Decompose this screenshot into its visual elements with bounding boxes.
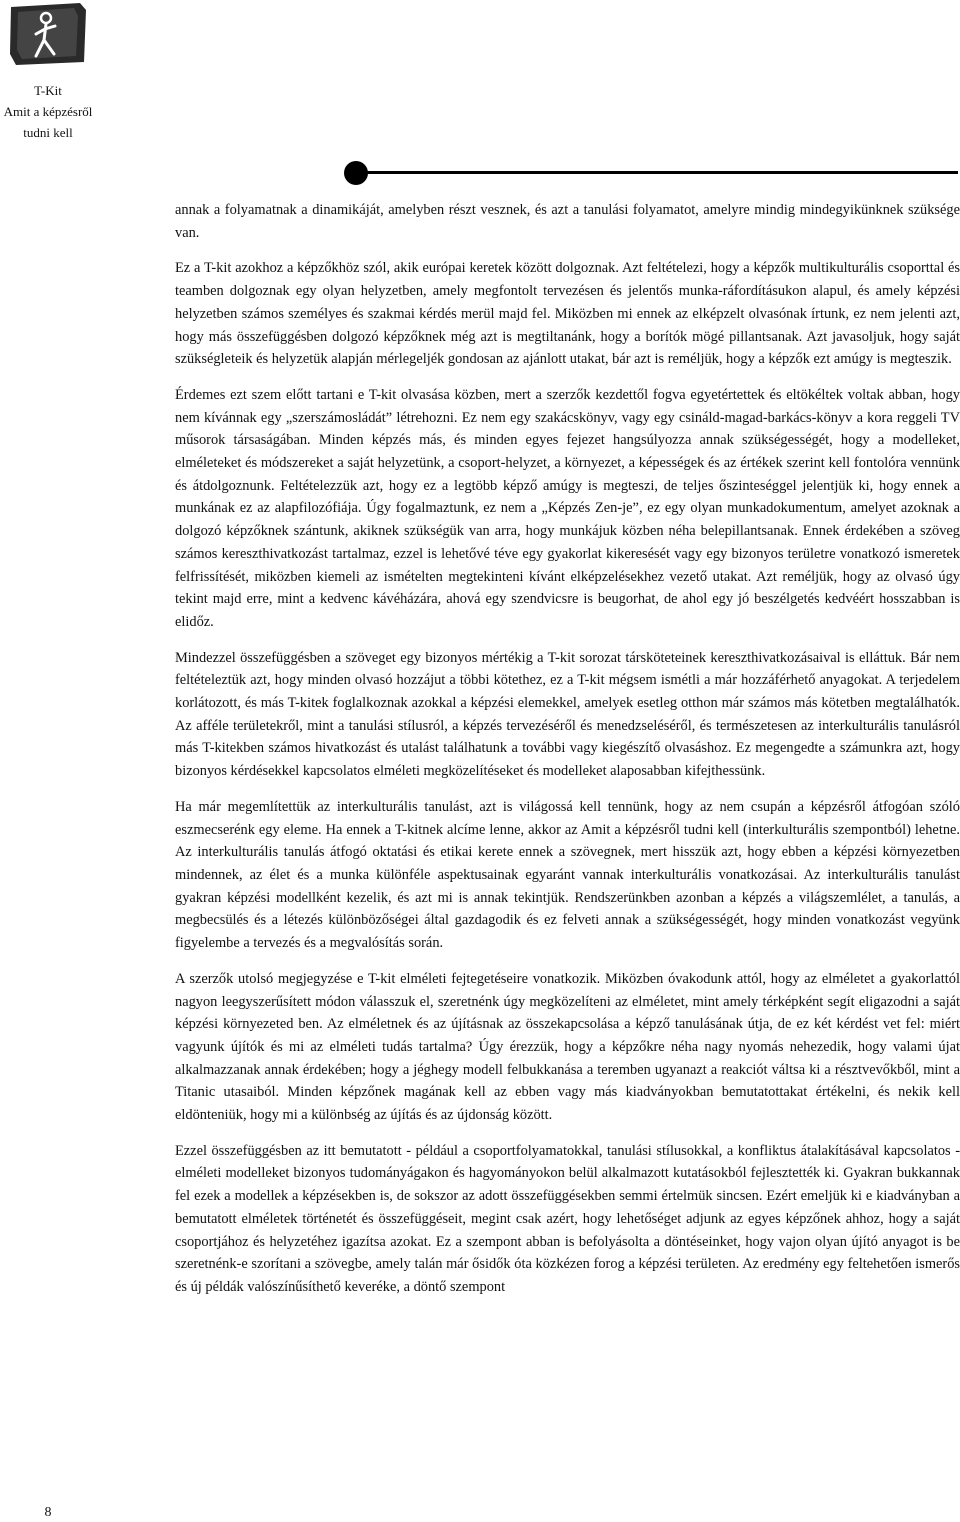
paragraph: Mindezzel összefüggésben a szöveget egy bizonyos mértékig a T-kit sorozat társköteteinek kereszthivatkozásaival is elláttuk. Bár nem feltételeztük azt, hogy minden olvasó hozzájut a többi kötethez, ez a T-kit mégsem ismétli a már hozzáférhető anyagokat. A terjedelem korlátozott, és más T-kitek foglalkoznak azokkal a képzési elemekkel, amelyek esetleg otthon már számos más kötetben megtalálhatók. Az afféle területekről, mint a tanulási stílusról, a képzés tervezéséről és menedzseléséről, és természetesen az interkulturális tanulásról más T-kitekben számos hivatkozást és utalást találhatunk a további vagy kiegészítő olvasáshoz. Ez megengedte a számunkra azt, hogy bizonyos kérdésekkel kapcsolatos elméleti megközelítéseket és modelleket alaposabban kifejthessünk. — [175, 649, 960, 780]
paragraph: Érdemes ezt szem előtt tartani e T-kit olvasása közben, mert a szerzők kezdettől fogva egyetértettek és eltökéltek voltak abban, hogy nem kívánnak egy „szerszámosládát” létrehozni. Ez nem egy szakácskönyv, vagy egy csináld-magad-barkács-könyv a kora reggeli TV műsorok társaságában. Minden képzés más, és minden egyes fejezet hangsúlyozza annak szükségességét, hogy a modelleket, elméleteket és módszereket a saját helyzetünk, a csoport-helyzet, a környezet, a képességek és az értékek szerint kell fontolóra vennünk és átdolgoznunk. Feltételezzük azt, hogy ez a legtöbb képző amúgy is megteszi, de teljes őszinteséggel jelentjük ki, hogy ennek a munkának ez az alapfilozófiája. Úgy fogalmaztunk, ez nem a „Képzés Zen-je”, ez egy olyan munkadokumentum, amelyet azoknak a dolgozó képzőknek szántunk, akiknek szükségük van arra, hogy munkájuk közben néha belepillantsanak. Ennek érdekében a szöveg számos kereszthivatkozást tartalmaz, ezzel is lehetővé téve egy gyakorlat kikeresését vagy egy bizonyos területre vonatkozó ismeretek felfrissítését, miközben kiemeli az ismételten megtekinteni kívánt elképzelésekhez vezető utakat. Azt reméljük, hogy az olvasó úgy tekint majd erre, mint a kedvenc kávéházára, ahová egy szendvicsre is beugorhat, de ahol egy jó beszélgetés kedvéért hosszabban is elidőz. — [175, 386, 960, 630]
side-title-line: tudni kell — [23, 125, 73, 140]
paragraph: annak a folyamatnak a dinamikáját, amelyben részt vesznek, és azt a tanulási folyamatot, amelyre mindig mindegyikünknek szüksége van. — [175, 202, 960, 241]
paragraph: Ezzel összefüggésben az itt bemutatott - például a csoportfolyamatokkal, tanulási stílusokkal, a konfliktus átalakításával kapcsolatos - elméleti modelleket bizonyos tudományágakon és hagyományokon belül alkalmazott kutatásokból fejlesztették ki. Gyakran bukkannak fel ezek a modellek a képzésekben is, de sokszor az adott összefüggésekben semmi értelmük sincsen. Ezért emeljük ki e kiadványban a bemutatott elméletek történetét és összefüggéseit, megint csak azért, hogy lehetőséget adjunk az egyes képzőnek ahhoz, hogy a saját csoportjához és helyzetéhez igazítsa azokat. Ez a szempont abban is befolyásolta a döntéseinket, hogy vajon olyan újító anyagot is be szeretnénk-e szorítani a szövegbe, amely talán már ősidők óta közkézen forog a képzési területen. Az eredmény egy feltehetően ismerős és új példák valószínűsíthető keveréke, a döntő szempont — [175, 1142, 960, 1295]
rule-bullet — [344, 161, 368, 185]
paragraph: Ha már megemlítettük az interkulturális tanulást, azt is világossá kell tennünk, hogy az nem csupán a képzésről átfogóan szóló eszmecserénk egy eleme. Ha ennek a T-kitnek alcíme lenne, akkor az Amit a képzésről tudni kell (interkulturális szempontból) lehetne. Az interkulturális tanulás átfogó oktatási és etikai kerete ennek a szövegnek, mert hisszük azt, hogy ebben a képzési környezetben mindennek, az élet és a munka különféle aspektusainak egyaránt vannak interkulturális vonatkozásai. Az interkulturális tanulást gyakran képzési modellként kezelik, és azt mi is annak tekintjük. Rendszerünkben azonban a képzés a világszemlélet, a tanulás, a megbecsülés és a létezés különbözőségei által gazdagodik és ez felveti annak a szükségességét, hogy minden vonatkozást vegyünk figyelembe a tervezés és a megvalósítás során. — [175, 798, 960, 952]
header-rule — [344, 161, 958, 185]
paragraph: Ez a T-kit azokhoz a képzőkhöz szól, akik európai keretek között dolgoznak. Azt feltételezi, hogy a képzők multikulturális csoporttal és teamben dolgoznak egy olyan helyzetben, amely megfontolt tervezésen és jelentős munka-ráfordításukon alapul, és amely képzési helyzetben számos személyes és szakmai kérdés merül majd fel. Miközben mi ennek az elképzelt olvasónak írtunk, ez nem jelenti azt, hogy más összefüggésben dolgozó képzőknek még azt is megtiltanánk, hogy a borítók mögé pillantsanak. Azt javasoljuk, hogy saját szükségleteik és helyzetük alapján mérlegeljék gondosan az ajánlott utakat, bár azt is reméljük, hogy a képzők ezt amúgy is megteszik. — [175, 260, 960, 368]
paragraph: A szerzők utolsó megjegyzése e T-kit elméleti fejtegetéseire vonatkozik. Miközben óvakodunk attól, hogy az elméletet a gyakorlattól nagyon leegyszerűsített módon válasszuk el, szeretnénk úgy megközelíteni az elméletet, mint amely térképként segít eligazodni a saját képzési környezeted ben. Az elméletnek és az újításnak az összekapcsolása a képző tanulásának útja, de ez két kérdést vet fel: miért vagyunk újítók és mi az elméleti tudás tartalma? Úgy érezzük, hogy a képzőkre néha nagy nyomás nehezedik, hogy valami újat alkalmazzanak annak érdekében; hogy a jéghegy modell felbukkanása a teremben ugyanazt a reakciót váltsa ki a résztvevőkből, mint a Titanic utasaiból. Minden képzőnek magának kell az ebben vagy más kiadványokban bemutatottakat értékelni, és nekik kell eldönteniük, hogy mi a különbség az újítás és az újdonság között. — [175, 970, 960, 1124]
side-title — [0, 80, 96, 143]
body-text — [175, 199, 960, 1312]
person-figure-logo-icon — [8, 2, 88, 66]
side-title-line: T-Kit — [34, 83, 62, 98]
rule-line — [356, 171, 958, 174]
page-number: 8 — [44, 1505, 52, 1520]
side-title-line: Amit a képzésről — [3, 104, 93, 119]
